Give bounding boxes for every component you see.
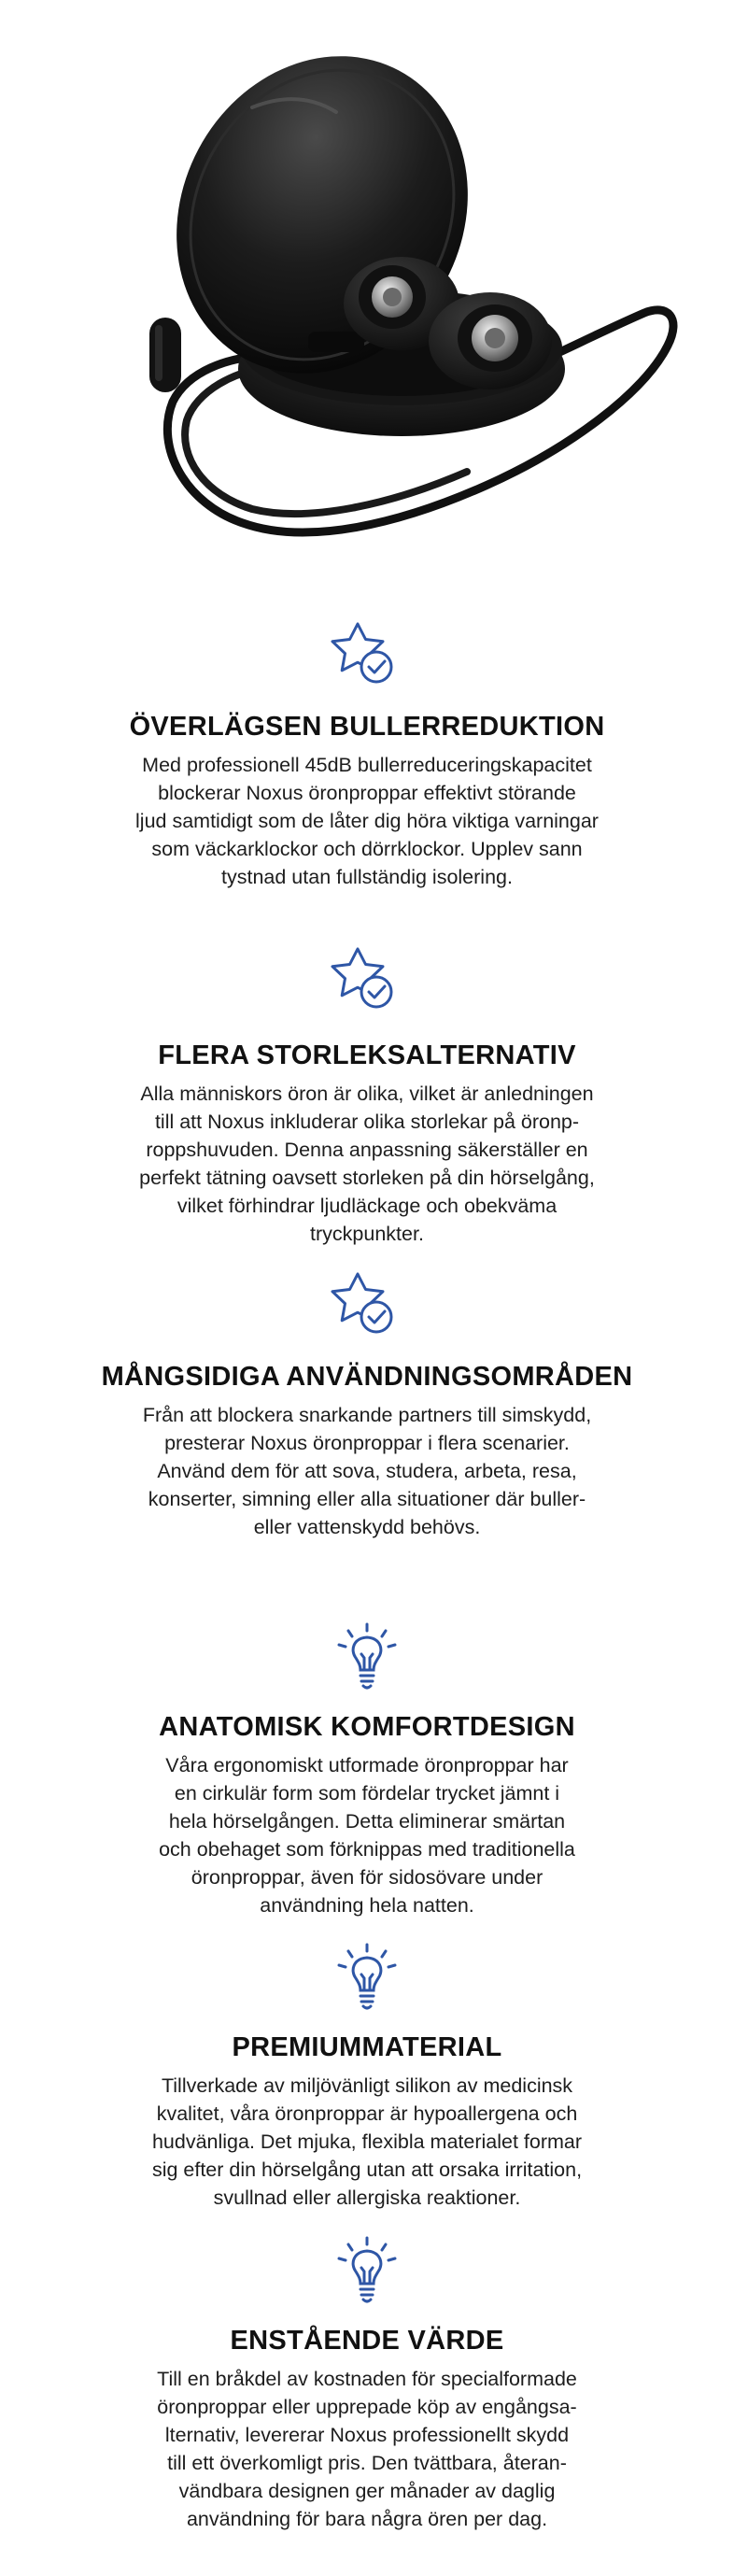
star-check-icon <box>330 1268 404 1343</box>
star-check-icon <box>330 618 404 693</box>
feature-description: Tillverkade av miljövänligt silikon av medicinsk kvalitet, våra öronproppar är hypoallergena och hudvänliga. Det mjuka, flexibla materialet formar sig efter din hörselgång utan att orsaka irritation, svullnad eller allergiska reaktioner. <box>151 2074 583 2209</box>
feature-title: FLERA STORLEKSALTERNATIV <box>158 1040 576 1070</box>
feature-description: Från att blockera snarkande partners till simskydd, presterar Noxus öronproppar i flera scenarier. Använd dem för att sova, studera, arbeta, resa, konserter, simning eller alla situationer där buller- eller vattenskydd behövs. <box>142 1404 592 1538</box>
product-hero-image <box>0 0 734 560</box>
lightbulb-icon <box>330 1941 404 2016</box>
feature-description: Våra ergonomiskt utformade öronproppar har en cirkulär form som fördelar trycket jämnt i hela hörselgången. Detta eliminerar smärtan och obehaget som förknippas med traditionella öronproppar, även för sidosövare under användning hela natten. <box>159 1754 575 1917</box>
feature-section-5 <box>0 1941 734 2212</box>
feature-section-6 <box>0 2234 734 2533</box>
feature-title: MÅNGSIDIGA ANVÄNDNINGSOMRÅDEN <box>101 1362 633 1392</box>
lightbulb-icon <box>330 2234 404 2309</box>
feature-description: Med professionell 45dB bullerreduceringskapacitet blockerar Noxus öronproppar effektivt störande ljud samtidigt som de låter dig höra viktiga varningar som väckarklockor och dörrklockor. Upplev sann tystnad utan fullständig isolering. <box>135 754 599 888</box>
feature-title: ÖVERLÄGSEN BULLERREDUKTION <box>129 712 605 742</box>
lightbulb-icon <box>330 1621 404 1695</box>
feature-description: Till en bråkdel av kostnaden för specialformade öronproppar eller upprepade köp av engångsa- lternativ, levererar Noxus professionellt skydd till ett överkomligt pris. Den tvättbara, återan- vändbara designen ger månader av daglig användning för bara några ören per dag. <box>157 2368 577 2530</box>
star-check-icon <box>330 943 404 1018</box>
feature-title: PREMIUMMATERIAL <box>232 2032 502 2062</box>
feature-title: ENSTÅENDE VÄRDE <box>230 2326 504 2356</box>
feature-description: Alla människors öron är olika, vilket är anledningen till att Noxus inkluderar olika storlekar på öronp- roppshuvuden. Denna anpassning säkerställer en perfekt tätning oavsett storleken på din hörselgång, vilket förhindrar ljudläckage och obekväma tryckpunkter. <box>139 1083 595 1245</box>
earplug-case-illustration <box>0 0 734 560</box>
feature-section-2 <box>0 943 734 1248</box>
feature-section-3 <box>0 1268 734 1541</box>
feature-section-1 <box>0 618 734 891</box>
feature-section-4 <box>0 1621 734 1919</box>
feature-title: ANATOMISK KOMFORTDESIGN <box>159 1712 575 1742</box>
